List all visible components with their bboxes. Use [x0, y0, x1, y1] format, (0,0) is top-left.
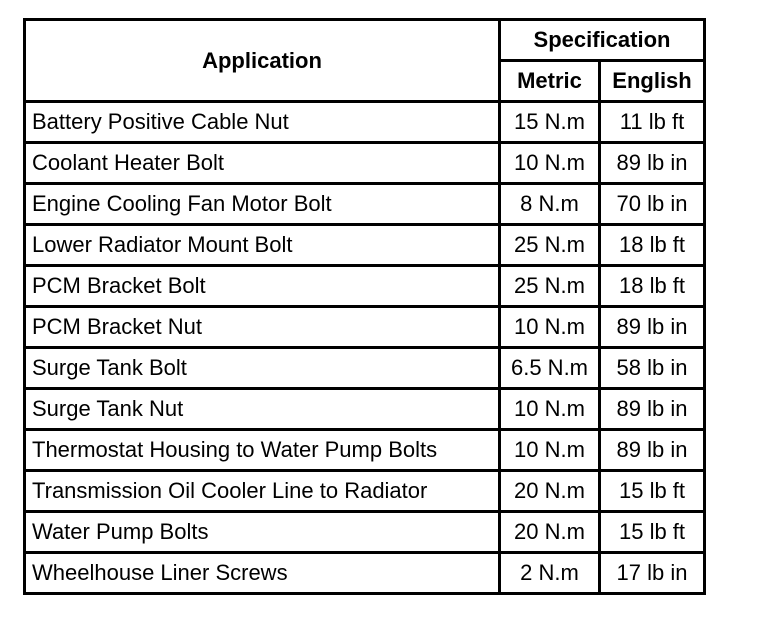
english-header: English: [600, 61, 705, 102]
english-cell: 89 lb in: [600, 307, 705, 348]
metric-cell: 2 N.m: [500, 553, 600, 594]
english-cell: 89 lb in: [600, 430, 705, 471]
metric-cell: 10 N.m: [500, 307, 600, 348]
english-cell: 15 lb ft: [600, 471, 705, 512]
metric-cell: 10 N.m: [500, 430, 600, 471]
english-cell: 89 lb in: [600, 389, 705, 430]
application-cell: Coolant Heater Bolt: [25, 143, 500, 184]
english-cell: 58 lb in: [600, 348, 705, 389]
table-row: [25, 348, 705, 389]
metric-cell: 10 N.m: [500, 143, 600, 184]
table-row: [25, 225, 705, 266]
table-row: [25, 184, 705, 225]
english-cell: 18 lb ft: [600, 266, 705, 307]
application-cell: Engine Cooling Fan Motor Bolt: [25, 184, 500, 225]
table-row: [25, 143, 705, 184]
english-cell: 11 lb ft: [600, 102, 705, 143]
application-cell: Surge Tank Nut: [25, 389, 500, 430]
english-cell: 17 lb in: [600, 553, 705, 594]
metric-cell: 20 N.m: [500, 512, 600, 553]
application-cell: PCM Bracket Nut: [25, 307, 500, 348]
metric-cell: 20 N.m: [500, 471, 600, 512]
application-cell: Surge Tank Bolt: [25, 348, 500, 389]
application-header: Application: [25, 20, 500, 102]
table-row: [25, 553, 705, 594]
specification-header: Specification: [500, 20, 705, 61]
english-cell: 18 lb ft: [600, 225, 705, 266]
metric-cell: 25 N.m: [500, 266, 600, 307]
application-cell: Thermostat Housing to Water Pump Bolts: [25, 430, 500, 471]
english-cell: 15 lb ft: [600, 512, 705, 553]
application-cell: Water Pump Bolts: [25, 512, 500, 553]
application-cell: Battery Positive Cable Nut: [25, 102, 500, 143]
table-row: [25, 389, 705, 430]
metric-cell: 25 N.m: [500, 225, 600, 266]
application-cell: PCM Bracket Bolt: [25, 266, 500, 307]
application-cell: Lower Radiator Mount Bolt: [25, 225, 500, 266]
table-row: [25, 430, 705, 471]
metric-cell: 8 N.m: [500, 184, 600, 225]
torque-specification-table: [23, 18, 706, 595]
metric-cell: 6.5 N.m: [500, 348, 600, 389]
application-cell: Transmission Oil Cooler Line to Radiator: [25, 471, 500, 512]
english-cell: 70 lb in: [600, 184, 705, 225]
metric-cell: 10 N.m: [500, 389, 600, 430]
table-row: [25, 102, 705, 143]
application-cell: Wheelhouse Liner Screws: [25, 553, 500, 594]
metric-header: Metric: [500, 61, 600, 102]
header-row-top: [25, 20, 705, 61]
table-row: [25, 307, 705, 348]
table-row: [25, 266, 705, 307]
table-row: [25, 471, 705, 512]
table-row: [25, 512, 705, 553]
metric-cell: 15 N.m: [500, 102, 600, 143]
english-cell: 89 lb in: [600, 143, 705, 184]
